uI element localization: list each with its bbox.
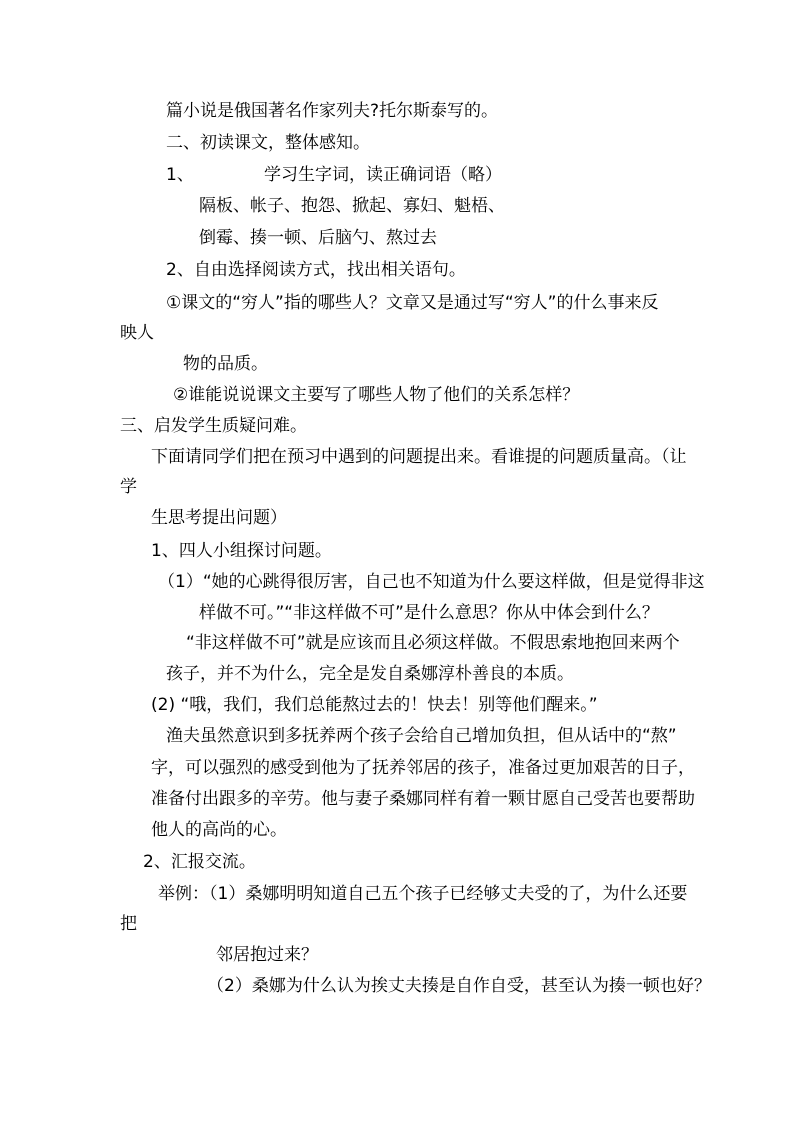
text-line: 映人 [120, 323, 154, 343]
vocabulary-line: 倒霉、揍一顿、后脑勺、熬过去 [199, 228, 437, 248]
vocabulary-line: 隔板、帐子、抱怨、掀起、寡妇、魁梧、 [199, 196, 505, 216]
text-line: 2、自由选择阅读方式，找出相关语句。 [166, 260, 466, 280]
text-line: 渔夫虽然意识到多抚养两个孩子会给自己增加负担，但从话中的“熬” [166, 726, 677, 746]
text-line: 把 [120, 914, 137, 934]
question-line: ①课文的“穷人”指的哪些人？文章又是通过写“穷人”的什么事来反 [166, 293, 659, 313]
text-line: “非这样做不可”就是应该而且必须这样做。不假思索地抱回来两个 [186, 633, 680, 653]
example-line: 举例：（1）桑娜明明知道自己五个孩子已经够丈夫受的了，为什么还要 [158, 884, 688, 904]
text-line: 邻居抱过来？ [216, 945, 318, 965]
text-line: 2、汇报交流。 [143, 852, 256, 872]
text-line: 孩子，并不为什么，完全是发自桑娜淳朴善良的本质。 [166, 664, 574, 684]
text-line: 生思考提出问题） [151, 508, 287, 528]
section-heading: 三、启发学生质疑问难。 [120, 416, 307, 436]
text-line: 学 [120, 477, 137, 497]
text-line: 字，可以强烈的感受到他为了抚养邻居的孩子，准备过更加艰苦的日子， [151, 758, 695, 778]
quote-line: 样做不可。”“非这样做不可”是什么意思？你从中体会到什么？ [199, 603, 659, 623]
section-heading: 二、初读课文，整体感知。 [166, 133, 370, 153]
text-line: 篇小说是俄国著名作家列夫?托尔斯泰写的。 [166, 101, 499, 121]
quote-line: （1）“她的心跳得很厉害，自己也不知道为什么要这样做，但是觉得非这 [158, 572, 705, 592]
quote-line: (2) “哦，我们，我们总能熬过去的！快去！别等他们醒来。” [151, 695, 598, 715]
text-line: 物的品质。 [183, 354, 268, 374]
text-line: 学习生字词，读正确词语（略） [264, 165, 502, 185]
list-number: 1、 [166, 165, 194, 185]
text-line: 1、四人小组探讨问题。 [151, 541, 332, 561]
text-line: 准备付出跟多的辛劳。他与妻子桑娜同样有着一颗甘愿自己受苦也要帮助 [151, 789, 695, 809]
example-line: （2）桑娜为什么认为挨丈夫揍是自作自受，甚至认为揍一顿也好？ [207, 976, 711, 996]
text-line: 下面请同学们把在预习中遇到的问题提出来。看谁提的问题质量高。（让 [151, 447, 687, 467]
text-line: 他人的高尚的心。 [151, 820, 287, 840]
question-line: ②谁能说说课文主要写了哪些人物了他们的关系怎样？ [173, 385, 580, 405]
